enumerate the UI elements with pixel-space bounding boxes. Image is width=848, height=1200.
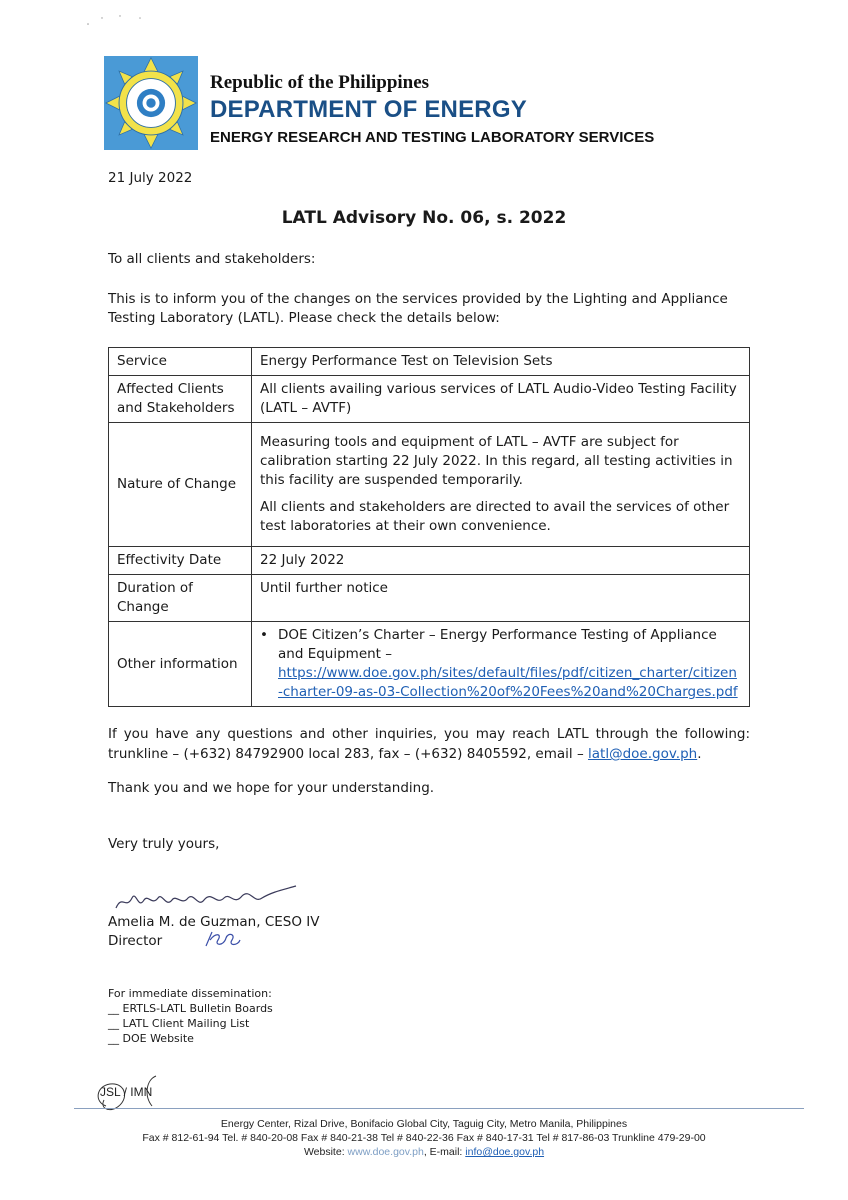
doe-seal-logo	[104, 56, 198, 150]
duration-value: Until further notice	[252, 575, 750, 622]
thanks-line: Thank you and we hope for your understanding.	[108, 780, 435, 796]
service-label: Service	[109, 348, 252, 376]
advisory-title: LATL Advisory No. 06, s. 2022	[281, 208, 567, 228]
footer	[0, 1117, 848, 1159]
other-text: DOE Citizen’s Charter – Energy Performance Testing of Appliance and Equipment –	[278, 627, 717, 662]
contact-text: If you have any questions and other inquiries, you may reach LATL through the following: trunkline – (+632) 84792900 local 283, fax – (+632) 8405592, email –	[108, 726, 750, 762]
citizen-charter-link[interactable]: https://www.doe.gov.ph/sites/default/files/pdf/citizen_charter/citizen-charter-09-as-03-Collection%20of%20Fees%20and%20Charges.pdf	[278, 665, 738, 700]
salutation: To all clients and stakeholders:	[108, 251, 316, 267]
advisory-details-table	[108, 347, 750, 707]
letterhead-office: ENERGY RESEARCH AND TESTING LABORATORY SERVICES	[210, 129, 655, 146]
closing-line: Very truly yours,	[108, 836, 220, 852]
other-value	[252, 622, 750, 707]
reference-initials-text: JSL / IMN	[100, 1085, 153, 1099]
nature-value	[252, 423, 750, 547]
nature-paragraph-1: Measuring tools and equipment of LATL – AVTF are subject for calibration starting 22 July 2022. In this regard, all testing activities in this facility are suspended temporarily.	[260, 434, 733, 488]
dissemination-heading: For immediate dissemination:	[108, 987, 272, 1000]
dissemination-list	[108, 986, 273, 1046]
handwritten-signature	[112, 884, 302, 916]
contact-paragraph	[108, 724, 750, 764]
duration-label: Duration of Change	[109, 575, 252, 622]
other-label: Other information	[109, 622, 252, 707]
table-row-nature	[109, 423, 750, 547]
footer-contact	[0, 1145, 848, 1159]
footer-email-label: , E-mail:	[423, 1146, 463, 1158]
other-bullet-item	[260, 626, 741, 702]
nature-label: Nature of Change	[109, 423, 252, 547]
latl-email-link[interactable]: latl@doe.gov.ph	[588, 746, 698, 762]
effectivity-label: Effectivity Date	[109, 547, 252, 575]
effectivity-value: 22 July 2022	[252, 547, 750, 575]
footer-website-link[interactable]: www.doe.gov.ph	[347, 1146, 424, 1158]
contact-end: .	[697, 746, 702, 762]
nature-paragraph-2: All clients and stakeholders are directed to avail the services of other test laboratories at their own convenience.	[260, 499, 730, 534]
table-row-affected	[109, 376, 750, 423]
list-item: __ LATL Client Mailing List	[108, 1017, 250, 1030]
bullet-marker: •	[260, 627, 268, 643]
signer-position: Director	[108, 933, 163, 949]
document-date: 21 July 2022	[108, 170, 193, 186]
table-row-service	[109, 348, 750, 376]
table-row-duration	[109, 575, 750, 622]
affected-label: Affected Clients and Stakeholders	[109, 376, 252, 423]
footer-rule	[74, 1108, 804, 1109]
table-row-effectivity	[109, 547, 750, 575]
footer-phones: Fax # 812-61-94 Tel. # 840-20-08 Fax # 840-21-38 Tel # 840-22-36 Fax # 840-17-31 Tel # 817-86-03 Trunkline 479-29-00	[142, 1132, 706, 1144]
initials-mark	[202, 928, 242, 950]
service-value: Energy Performance Test on Television Sets	[252, 348, 750, 376]
letterhead-department: DEPARTMENT OF ENERGY	[210, 96, 527, 123]
signer-name: Amelia M. de Guzman, CESO IV	[108, 914, 320, 930]
table-row-other	[109, 622, 750, 707]
letterhead-republic: Republic of the Philippines	[210, 72, 430, 93]
affected-value: All clients availing various services of LATL Audio-Video Testing Facility (LATL – AVTF)	[252, 376, 750, 423]
list-item: __ DOE Website	[108, 1032, 194, 1045]
footer-address: Energy Center, Rizal Drive, Bonifacio Global City, Taguig City, Metro Manila, Philippines	[220, 1118, 628, 1130]
footer-email-link[interactable]: info@doe.gov.ph	[465, 1146, 545, 1158]
footer-website-label: Website:	[303, 1146, 345, 1158]
list-item: __ ERTLS-LATL Bulletin Boards	[108, 1002, 273, 1015]
intro-paragraph: This is to inform you of the changes on the services provided by the Lighting and Appliance Testing Laboratory (LATL). Please check the details below:	[108, 291, 728, 326]
scan-specks	[80, 10, 160, 40]
